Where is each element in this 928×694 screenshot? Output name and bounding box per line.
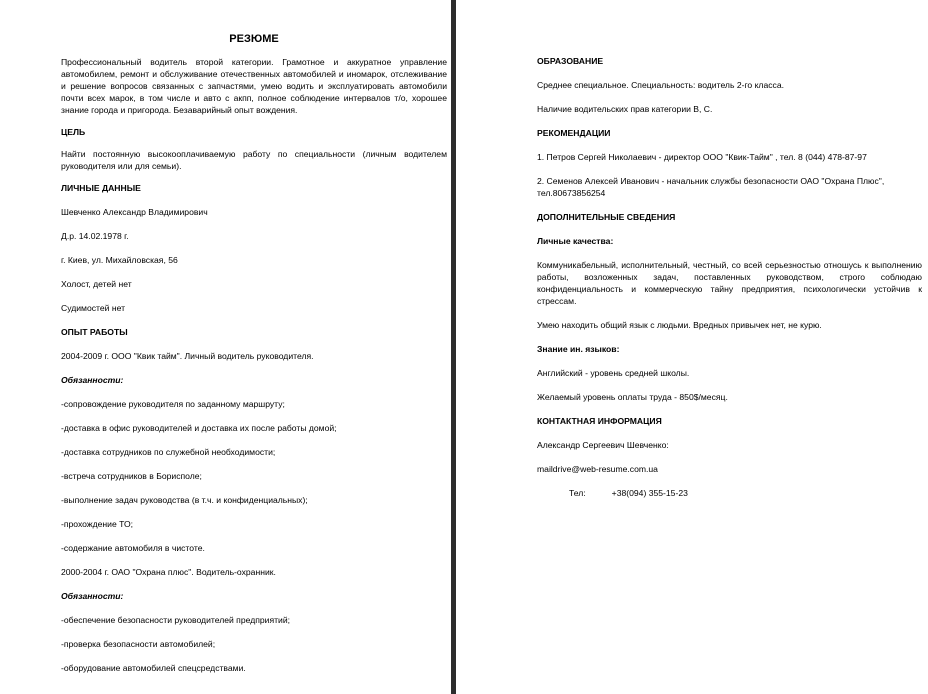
resume-title: РЕЗЮМЕ — [229, 33, 279, 45]
job-1-duty: -сопровождение руководителя по заданному маршруту; — [61, 399, 285, 409]
job-2-duty: -обеспечение безопасности руководителей предприятий; — [61, 615, 291, 625]
job-entry-1: 2004-2009 г. ООО "Квик тайм". Личный водитель руководителя. — [61, 351, 314, 361]
job-2-duty: -проверка безопасности автомобилей; — [61, 639, 216, 649]
contact-email: maildrive@web-resume.com.ua — [537, 464, 658, 474]
personal-birthdate: Д.р. 14.02.1978 г. — [61, 231, 129, 241]
job-entry-2: 2000-2004 г. ОАО "Охрана плюс". Водитель-охранник. — [61, 567, 276, 577]
personal-marital-status: Холост, детей нет — [61, 279, 132, 289]
contact-heading: КОНТАКТНАЯ ИНФОРМАЦИЯ — [537, 416, 662, 426]
personal-address: г. Киев, ул. Михайловская, 56 — [61, 255, 178, 265]
job-1-duties-label: Обязанности: — [61, 375, 124, 385]
contact-phone-row — [537, 487, 922, 499]
personal-qualities-label: Личные качества: — [537, 236, 614, 246]
contact-name: Александр Сергеевич Шевченко: — [537, 440, 669, 450]
job-1-duty: -встреча сотрудников в Борисполе; — [61, 471, 202, 481]
recommendation-1: 1. Петров Сергей Николаевич - директор ООО "Квик-Тайм" , тел. 8 (044) 478-87-97 — [537, 152, 867, 162]
job-2-duties-label: Обязанности: — [61, 591, 124, 601]
education-heading: ОБРАЗОВАНИЕ — [537, 56, 604, 66]
experience-heading: ОПЫТ РАБОТЫ — [61, 327, 128, 337]
recommendations-heading: РЕКОМЕНДАЦИИ — [537, 128, 611, 138]
personal-qualities-text: Коммуникабельный, исполнительный, честный, со всей серьезностью отношусь к выполнению работы, возложенных задач, поставленных руководством, строго соблюдаю конфиденциальность и коммерческую тайну предприятия, психологически устойчив к стрессам. — [537, 260, 922, 306]
left-page-content — [61, 32, 447, 674]
additional-info-heading: ДОПОЛНИТЕЛЬНЫЕ СВЕДЕНИЯ — [537, 212, 676, 222]
job-1-duty: -доставка в офис руководителей и доставка их после работы домой; — [61, 423, 337, 433]
job-1-duty: -содержание автомобиля в чистоте. — [61, 543, 205, 553]
phone-label: Тел: — [569, 488, 586, 498]
education-line: Среднее специальное. Специальность: водитель 2-го класса. — [537, 80, 784, 90]
education-line: Наличие водительских прав категории В, С. — [537, 104, 713, 114]
personal-data-heading: ЛИЧНЫЕ ДАННЫЕ — [61, 183, 141, 193]
right-page-content — [537, 55, 922, 508]
salary-text: Желаемый уровень оплаты труда - 850$/месяц. — [537, 392, 728, 402]
habits-text: Умею находить общий язык с людьми. Вредных привычек нет, не курю. — [537, 320, 822, 330]
resume-page-right — [456, 0, 928, 694]
goal-heading: ЦЕЛЬ — [61, 127, 86, 137]
languages-text: Английский - уровень средней школы. — [537, 368, 690, 378]
personal-criminal-record: Судимостей нет — [61, 303, 125, 313]
job-2-duty: -оборудование автомобилей спецсредствами. — [61, 663, 246, 673]
recommendation-2-line-2: тел.80673856254 — [537, 188, 606, 198]
summary-paragraph: Профессиональный водитель второй категории. Грамотное и аккуратное управление автомобилем, ремонт и обслуживание отечественных автомобилей и иномарок, отслеживание и решение вопросов связанных с запчастями, умею водить и эксплуатировать автомобили почти всех марок, в том числе и авто с акпп, полное соблюдение интервалов т/о, хорошее знание города и пригорода. Безаварийный опыт вождения. — [61, 57, 447, 115]
languages-label: Знание ин. языков: — [537, 344, 620, 354]
personal-name: Шевченко Александр Владимирович — [61, 207, 208, 217]
recommendation-2-line-1: 2. Семенов Алексей Иванович - начальник службы безопасности ОАО "Охрана Плюс", — [537, 176, 885, 186]
goal-paragraph: Найти постоянную высокооплачиваемую работу по специальности (личным водителем руководителя или для семьи). — [61, 149, 447, 171]
job-1-duty: -выполнение задач руководства (в т.ч. и конфиденциальных); — [61, 495, 308, 505]
job-1-duty: -доставка сотрудников по служебной необходимости; — [61, 447, 276, 457]
job-1-duty: -прохождение ТО; — [61, 519, 134, 529]
resume-page-left — [0, 0, 451, 694]
phone-value: +38(094) 355-15-23 — [611, 488, 688, 498]
